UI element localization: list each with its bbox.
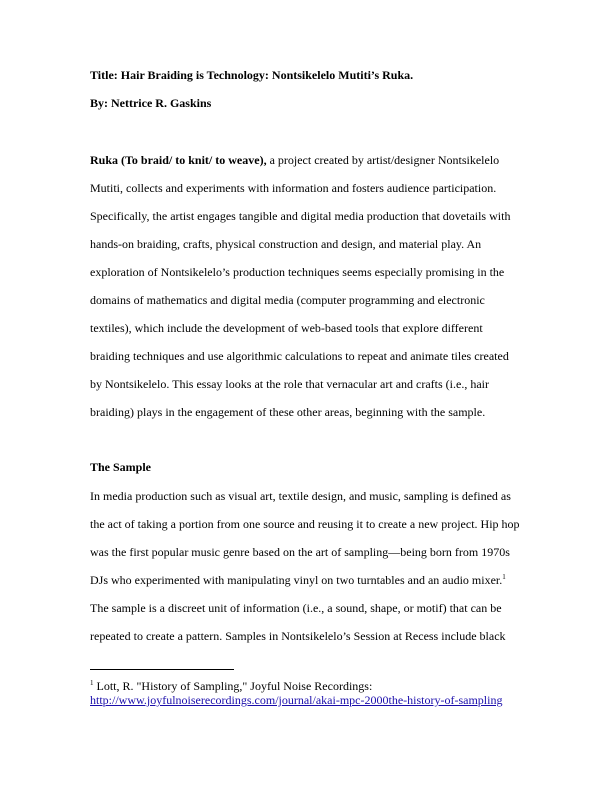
footnote-number: 1 (90, 679, 94, 687)
intro-line: hands-on braiding, crafts, physical construction and design, and material play. An (90, 237, 482, 251)
intro-line: textiles), which include the development of web-based tools that explore different (90, 321, 483, 335)
section-line: was the first popular music genre based on the art of sampling—being born from 1970s (90, 545, 510, 559)
section-line (90, 573, 506, 587)
section-line: The sample is a discreet unit of information (i.e., a sound, shape, or motif) that can be (90, 601, 502, 615)
footnote-text (90, 679, 372, 693)
footnote-link-line (90, 693, 502, 707)
intro-lead-bold: Ruka (To braid/ to knit/ to weave), (90, 153, 267, 167)
section-line-text: DJs who experimented with manipulating vinyl on two turntables and an audio mixer. (90, 573, 503, 587)
document-title: Title: Hair Braiding is Technology: Nontsikelelo Mutiti’s Ruka. (90, 68, 414, 82)
intro-line: braiding techniques and use algorithmic calculations to repeat and animate tiles created (90, 349, 509, 363)
footnote-link[interactable]: http://www.joyfulnoiserecordings.com/journal/akai-mpc-2000the-history-of-sampling (90, 693, 503, 707)
footnote-divider (90, 669, 234, 670)
section-line: In media production such as visual art, textile design, and music, sampling is defined as (90, 489, 511, 503)
section-line: repeated to create a pattern. Samples in Nontsikelelo’s Session at Recess include black (90, 629, 506, 643)
intro-line: braiding) plays in the engagement of these other areas, beginning with the sample. (90, 405, 486, 419)
footnote-reference[interactable]: 1 (502, 573, 506, 581)
intro-lead-rest: a project created by artist/designer Nontsikelelo (266, 153, 500, 167)
intro-line: Specifically, the artist engages tangible and digital media production that dovetails with (90, 209, 511, 223)
intro-line: domains of mathematics and digital media (computer programming and electronic (90, 293, 485, 307)
intro-line: Mutiti, collects and experiments with information and fosters audience participation. (90, 181, 497, 195)
intro-line: exploration of Nontsikelelo’s production techniques seems especially promising in the (90, 265, 505, 279)
intro-line: by Nontsikelelo. This essay looks at the role that vernacular art and crafts (i.e., hair (90, 377, 489, 391)
section-heading: The Sample (90, 460, 152, 474)
section-line: the act of taking a portion from one source and reusing it to create a new project. Hip hop (90, 517, 520, 531)
document-byline: By: Nettrice R. Gaskins (90, 96, 212, 110)
footnote-citation: Lott, R. "History of Sampling," Joyful Noise Recordings: (93, 679, 373, 693)
intro-line-1 (90, 153, 499, 167)
